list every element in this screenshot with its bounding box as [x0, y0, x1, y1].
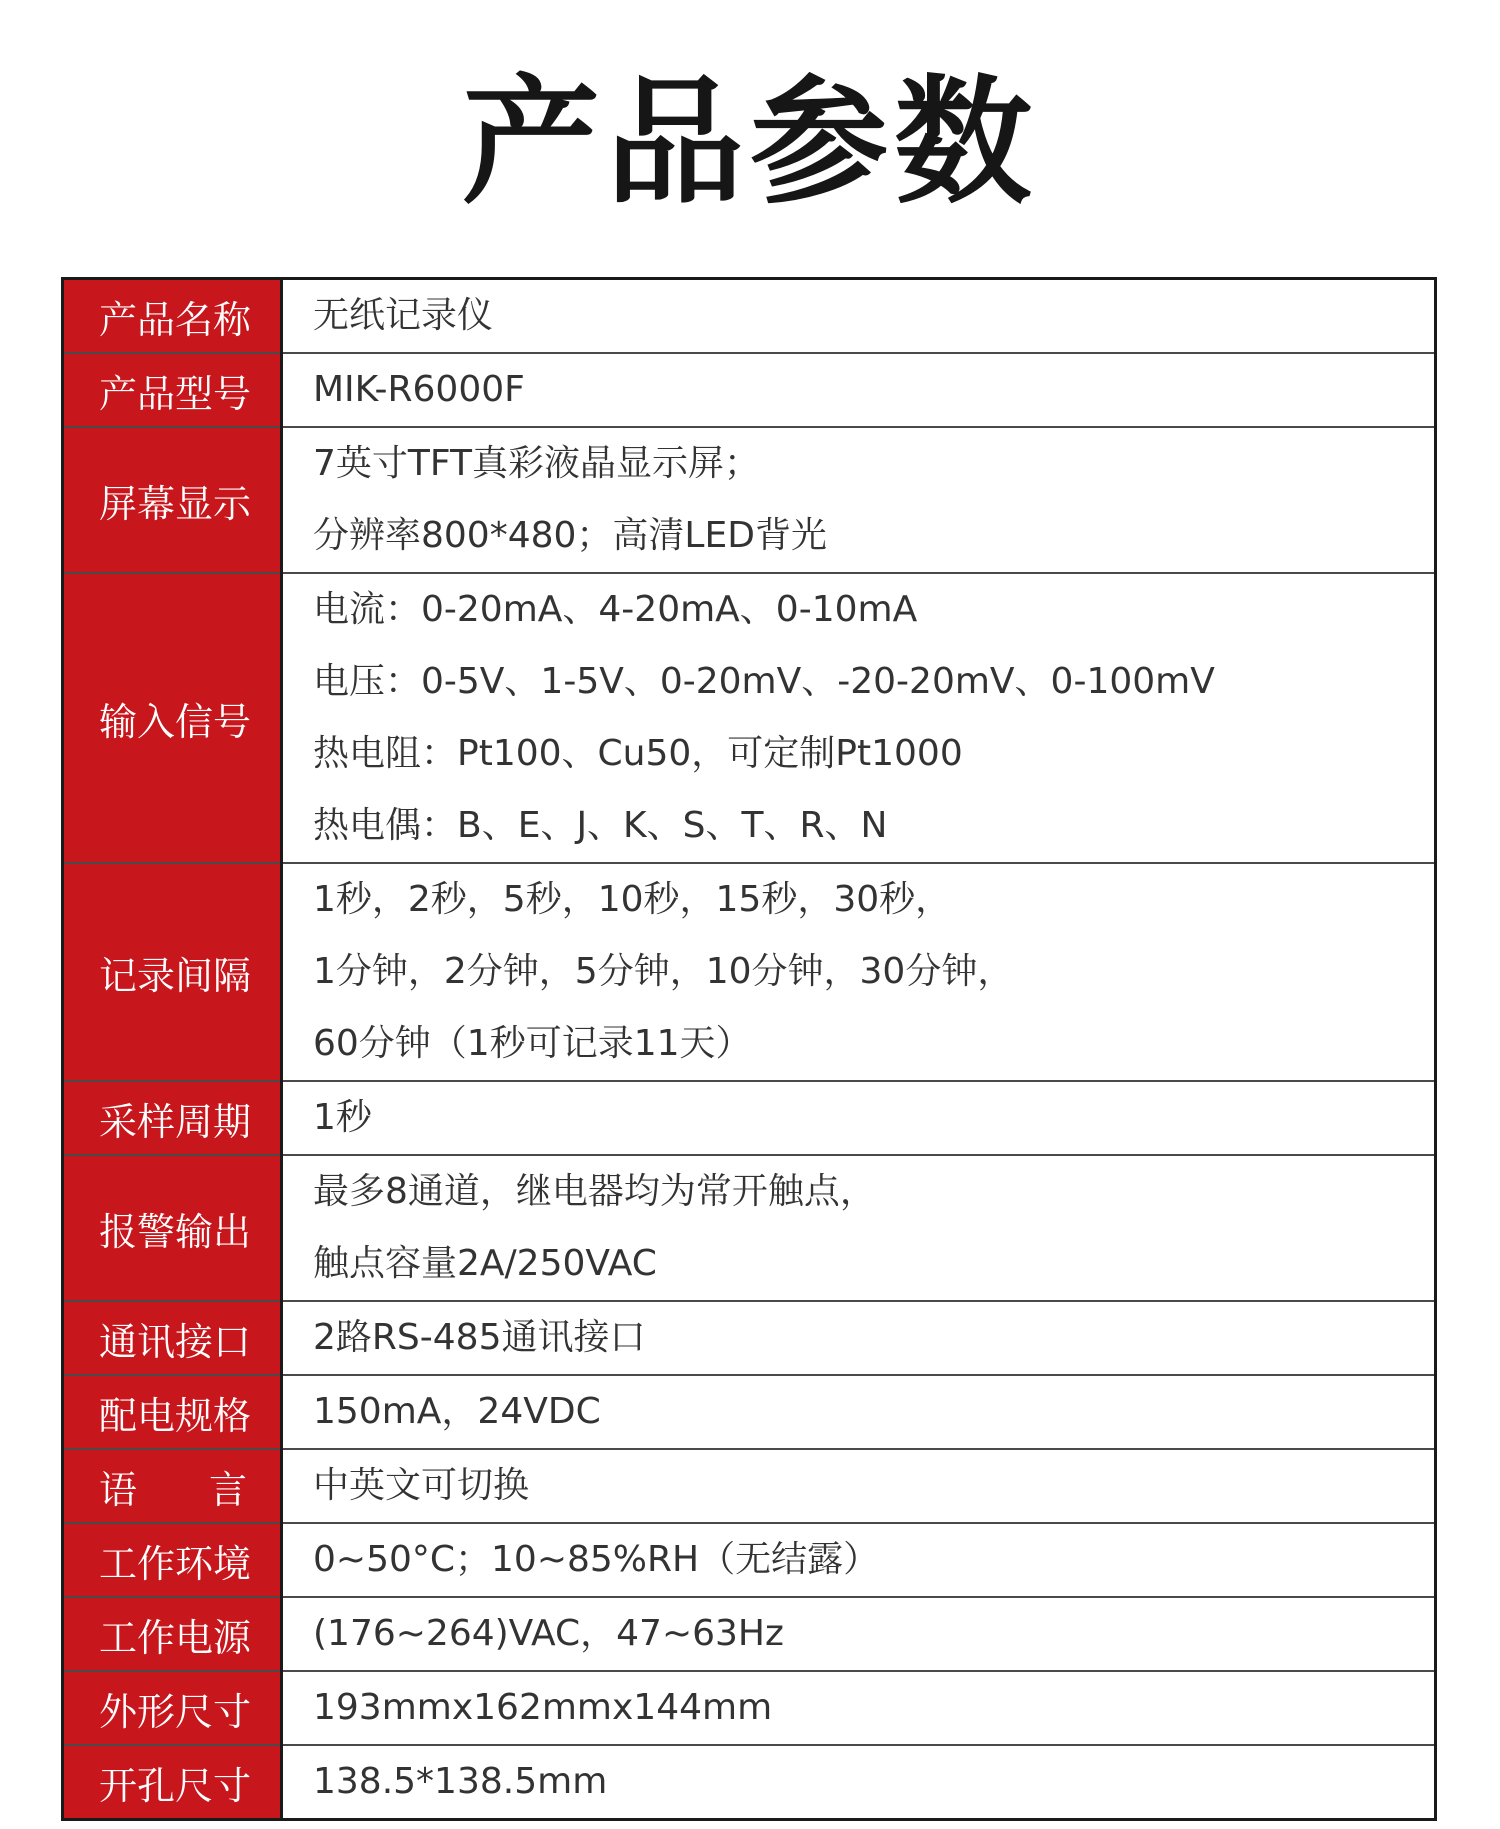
- spec-row-communication: [63, 1301, 1436, 1375]
- spec-value-cell: [282, 573, 1436, 863]
- spec-row-language: [63, 1449, 1436, 1523]
- spec-label: 外形尺寸: [99, 1689, 252, 1734]
- spec-value: 193mmx162mmx144mm: [313, 1687, 773, 1728]
- spec-value: 触点容量2A/250VAC: [313, 1243, 657, 1284]
- spec-value: 热电阻：Pt100、Cu50，可定制Pt1000: [313, 733, 963, 774]
- spec-table: [61, 277, 1437, 1821]
- spec-label: 工作环境: [99, 1541, 252, 1586]
- spec-label-cell: [63, 573, 282, 863]
- spec-value: 0~50°C；10~85%RH（无结露）: [313, 1539, 880, 1580]
- spec-label-cell: [63, 1597, 282, 1671]
- spec-label-cell: [63, 279, 282, 354]
- spec-value: 热电偶：B、E、J、K、S、T、R、N: [313, 805, 888, 846]
- spec-label-cell: [63, 863, 282, 1081]
- spec-row-record-interval: [63, 863, 1436, 1081]
- spec-value: 1秒: [313, 1097, 372, 1138]
- page-title: 产品参数: [461, 62, 1038, 223]
- spec-value-cell: [282, 1155, 1436, 1301]
- spec-value: 1秒，2秒，5秒，10秒，15秒，30秒，: [313, 879, 952, 920]
- spec-row-power-distribution: [63, 1375, 1436, 1449]
- spec-label: 工作电源: [99, 1615, 252, 1660]
- spec-label-cell: [63, 353, 282, 427]
- spec-label: 记录间隔: [99, 953, 252, 998]
- spec-label-cell: [63, 1301, 282, 1375]
- spec-label-cell: [63, 1449, 282, 1523]
- spec-value-cell: [282, 1449, 1436, 1523]
- spec-label-cell: [63, 1671, 282, 1745]
- spec-value-cell: [282, 1745, 1436, 1820]
- spec-value-cell: [282, 1671, 1436, 1745]
- spec-value-cell: [282, 427, 1436, 573]
- spec-label-cell: [63, 1375, 282, 1449]
- spec-label: 产品型号: [99, 371, 252, 416]
- spec-label-cell: [63, 427, 282, 573]
- spec-value-cell: [282, 1301, 1436, 1375]
- spec-value: 分辨率800*480；高清LED背光: [313, 515, 827, 556]
- spec-label: 语言: [99, 1467, 247, 1512]
- spec-row-dimensions: [63, 1671, 1436, 1745]
- spec-value-cell: [282, 279, 1436, 354]
- spec-row-work-environment: [63, 1523, 1436, 1597]
- spec-label: 配电规格: [99, 1393, 252, 1438]
- spec-value: MIK-R6000F: [313, 369, 525, 410]
- spec-value: 150mA，24VDC: [313, 1391, 601, 1432]
- spec-value-cell: [282, 863, 1436, 1081]
- spec-label-cell: [63, 1155, 282, 1301]
- spec-value: (176~264)VAC，47~63Hz: [313, 1613, 784, 1654]
- spec-value-cell: [282, 1375, 1436, 1449]
- spec-row-screen-display: [63, 427, 1436, 573]
- spec-label-cell: [63, 1081, 282, 1155]
- spec-row-input-signal: [63, 573, 1436, 863]
- spec-label: 报警输出: [99, 1209, 252, 1254]
- spec-value-cell: [282, 1597, 1436, 1671]
- spec-value: 138.5*138.5mm: [313, 1761, 608, 1802]
- spec-label: 通讯接口: [99, 1319, 252, 1364]
- spec-row-alarm-output: [63, 1155, 1436, 1301]
- spec-row-sampling-period: [63, 1081, 1436, 1155]
- spec-label: 屏幕显示: [99, 481, 252, 526]
- spec-value: 无纸记录仪: [313, 295, 494, 336]
- spec-value-cell: [282, 1523, 1436, 1597]
- spec-label-cell: [63, 1523, 282, 1597]
- spec-label-cell: [63, 1745, 282, 1820]
- spec-label: 产品名称: [99, 297, 252, 342]
- spec-value-cell: [282, 353, 1436, 427]
- spec-value: 电压：0-5V、1-5V、0-20mV、-20-20mV、0-100mV: [313, 661, 1215, 702]
- spec-value: 中英文可切换: [313, 1465, 530, 1506]
- spec-value-cell: [282, 1081, 1436, 1155]
- spec-value: 电流：0-20mA、4-20mA、0-10mA: [313, 589, 918, 630]
- spec-row-cutout-size: [63, 1745, 1436, 1820]
- spec-value: 7英寸TFT真彩液晶显示屏；: [313, 443, 760, 484]
- spec-value: 2路RS-485通讯接口: [313, 1317, 646, 1358]
- spec-label: 开孔尺寸: [99, 1763, 252, 1808]
- spec-value: 60分钟（1秒可记录11天）: [313, 1023, 752, 1064]
- spec-row-power-supply: [63, 1597, 1436, 1671]
- spec-value: 1分钟，2分钟，5分钟，10分钟，30分钟，: [313, 951, 1014, 992]
- spec-row-product-name: [63, 279, 1436, 354]
- spec-label: 输入信号: [99, 699, 252, 744]
- spec-row-product-model: [63, 353, 1436, 427]
- spec-value: 最多8通道，继电器均为常开触点，: [313, 1171, 876, 1212]
- spec-label: 采样周期: [99, 1099, 252, 1144]
